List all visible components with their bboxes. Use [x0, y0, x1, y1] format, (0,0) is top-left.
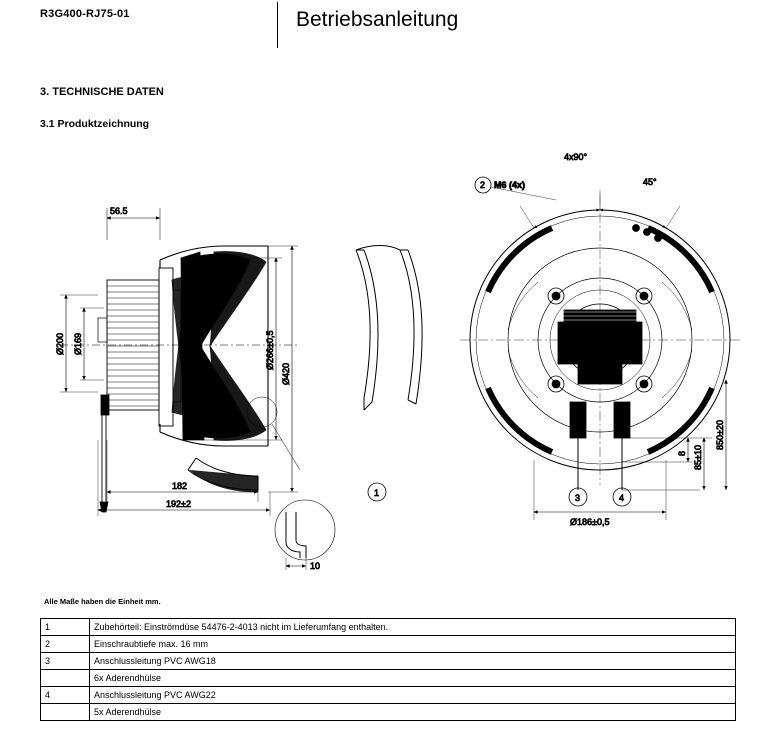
- svg-text:Ø266±0,5: Ø266±0,5: [265, 330, 275, 370]
- svg-text:ebmpapst: ebmpapst: [578, 345, 609, 352]
- units-note: Alle Maße haben die Einheit mm.: [44, 597, 161, 606]
- table-row: [41, 704, 736, 721]
- table-row: [41, 636, 736, 653]
- legend-table: [40, 618, 736, 721]
- legend-number: [41, 704, 90, 721]
- legend-number: [41, 670, 90, 687]
- svg-text:4x90°: 4x90°: [564, 152, 588, 162]
- legend-text: Anschlussleitung PVC AWG22: [90, 687, 736, 704]
- svg-text:Ø169: Ø169: [73, 332, 83, 355]
- legend-text: Einschraubtiefe max. 16 mm: [90, 636, 736, 653]
- subsection-heading: 3.1 Produktzeichnung: [40, 118, 150, 130]
- svg-text:192±2: 192±2: [166, 499, 191, 509]
- svg-text:3: 3: [575, 493, 581, 503]
- svg-text:1: 1: [374, 488, 380, 498]
- svg-text:Ø186±0,5: Ø186±0,5: [570, 517, 610, 527]
- svg-text:45°: 45°: [643, 177, 657, 187]
- table-row: [41, 619, 736, 636]
- svg-text:4: 4: [619, 493, 625, 503]
- section-heading: 3. TECHNISCHE DATEN: [40, 86, 164, 98]
- svg-text:8: 8: [677, 450, 687, 456]
- legend-text: Anschlussleitung PVC AWG18: [90, 653, 736, 670]
- document-title: Betriebsanleitung: [296, 8, 459, 31]
- legend-number: 2: [41, 636, 90, 653]
- legend-number: 3: [41, 653, 90, 670]
- header-divider: [277, 2, 278, 48]
- table-row: [41, 653, 736, 670]
- svg-text:M6 (4x): M6 (4x): [494, 180, 526, 190]
- svg-text:Ø200: Ø200: [55, 332, 65, 355]
- product-drawing: [0, 140, 776, 590]
- legend-number: 1: [41, 619, 90, 636]
- svg-text:850±20: 850±20: [715, 420, 725, 450]
- table-row: [41, 687, 736, 704]
- svg-text:10: 10: [310, 561, 321, 571]
- legend-number: 4: [41, 687, 90, 704]
- document-model-number: R3G400-RJ75-01: [40, 8, 130, 20]
- legend-text: 6x Aderendhülse: [90, 670, 736, 687]
- svg-text:56.5: 56.5: [110, 206, 128, 216]
- svg-text:Ø420: Ø420: [281, 362, 291, 385]
- svg-text:85±10: 85±10: [693, 445, 703, 470]
- svg-text:182: 182: [172, 481, 188, 491]
- legend-text: 5x Aderendhülse: [90, 704, 736, 721]
- svg-text:2: 2: [480, 180, 486, 190]
- table-row: [41, 670, 736, 687]
- legend-text: Zubehörteil: Einströmdüse 54476-2-4013 nicht im Lieferumfang enthalten.: [90, 619, 736, 636]
